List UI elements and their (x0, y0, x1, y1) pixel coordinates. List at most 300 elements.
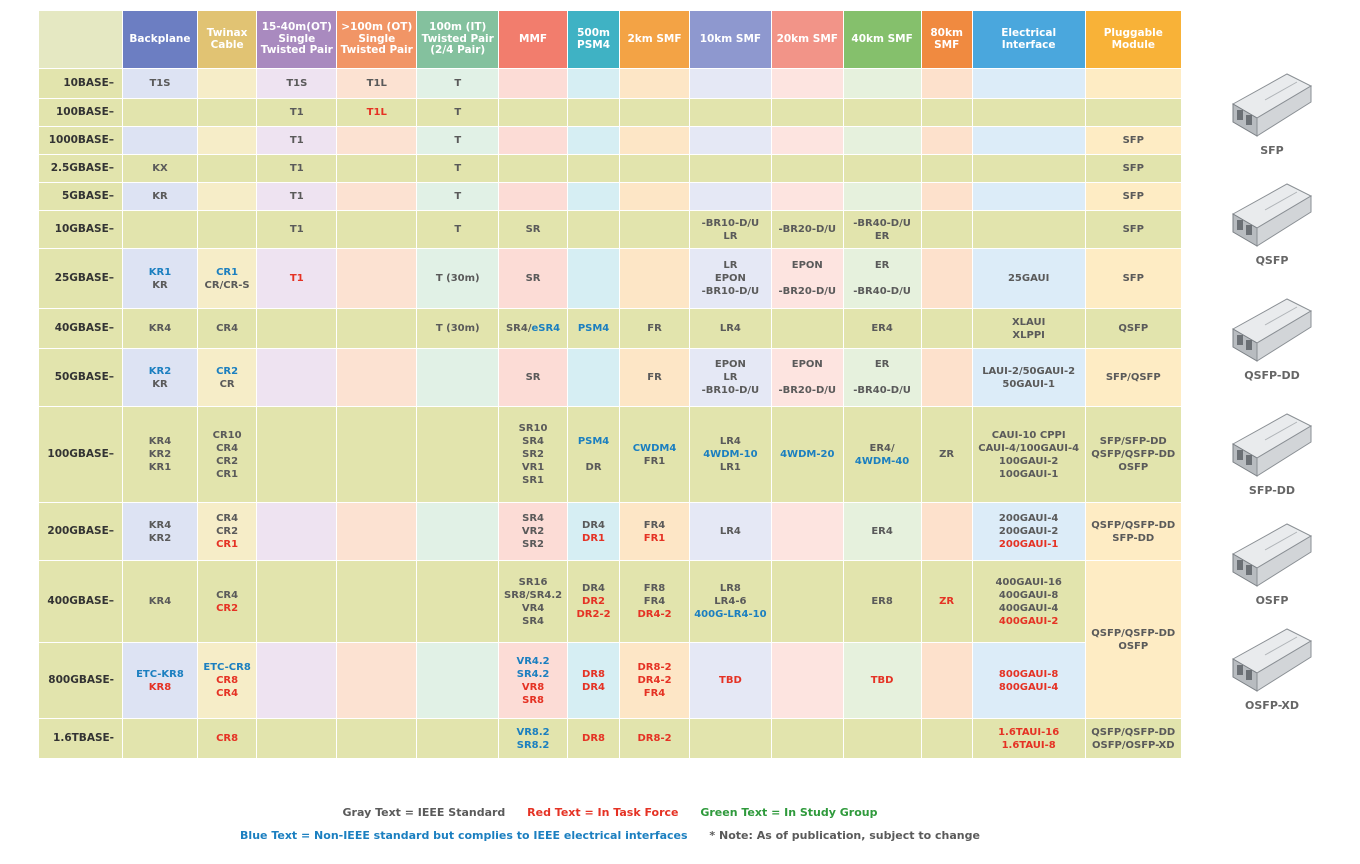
cell-line: EPON (791, 359, 823, 370)
cell-s10 (689, 249, 771, 309)
cell-s10 (689, 309, 771, 349)
cell-s2 (620, 719, 690, 759)
cell-line: CWDM4 (632, 442, 677, 454)
cell-line: T1 (289, 135, 304, 146)
cell-ot2 (337, 561, 417, 643)
cell-s20 (771, 407, 843, 503)
cell-line: DR (585, 462, 602, 473)
cell-mmf (499, 349, 568, 407)
cell-line: SFP (1122, 224, 1144, 235)
module-sfp-dd (1222, 410, 1322, 497)
cell-line: CR2 (216, 602, 239, 614)
cell-line: VR1 (521, 462, 545, 473)
cell-line: SFP (1122, 273, 1144, 284)
cell-s10 (689, 127, 771, 155)
cell-line: T1L (366, 107, 387, 118)
row-label: 100GBASE– (39, 407, 123, 503)
cell-pm (1085, 127, 1181, 155)
cell-line: KR2 (148, 532, 172, 544)
cell-line: DR8 (582, 733, 606, 744)
cell-line: -BR40-D/U (853, 217, 911, 229)
cell-ot1 (257, 719, 337, 759)
cell-line: VR8.2 (516, 726, 550, 738)
osfp-module-icon (1227, 520, 1317, 592)
osfp-xd-module-icon (1227, 625, 1317, 697)
cell-line: CR4 (216, 323, 239, 334)
legend-blue-text: Blue Text = Non-IEEE standard but complies to IEEE electrical interfaces (240, 829, 688, 842)
cell-s10 (689, 99, 771, 127)
cell-text: eSR4 (531, 323, 561, 334)
cell-line: CR8 (216, 675, 239, 686)
header-label: 500m PSM4 (577, 27, 611, 51)
cell-line: ER (874, 260, 890, 271)
cell-s40 (843, 503, 921, 561)
cell-s40 (843, 211, 921, 249)
cell-line: T (30m) (435, 323, 480, 334)
cell-line: ZR (939, 449, 955, 460)
cell-it (417, 127, 499, 155)
module-label: QSFP-DD (1244, 369, 1300, 382)
cell-s10 (689, 719, 771, 759)
header-it (417, 11, 499, 69)
cell-it (417, 69, 499, 99)
cell-s2 (620, 211, 690, 249)
table-row (39, 643, 1182, 719)
module-qsfp (1222, 180, 1322, 267)
cell-line: CR4 (216, 688, 239, 699)
cell-ot1 (257, 349, 337, 407)
cell-el (972, 503, 1085, 561)
cell-s80 (921, 155, 972, 183)
cell-s40 (843, 719, 921, 759)
cell-mmf (499, 719, 568, 759)
cell-pm (1085, 349, 1181, 407)
header-label: 100m (IT) Twisted Pair (2/4 Pair) (421, 21, 494, 57)
cell-line: PSM4 (577, 436, 610, 447)
table-row (39, 349, 1182, 407)
cell-el (972, 155, 1085, 183)
cell-line: FR1 (643, 532, 666, 544)
header-row (39, 11, 1182, 69)
cell-line: 4WDM-40 (854, 455, 910, 467)
cell-line: QSFP/QSFP-DD (1091, 449, 1176, 460)
cell-line: T1 (289, 191, 304, 202)
cell-line: KR4 (148, 596, 172, 607)
cell-line: SR1 (522, 475, 544, 486)
cell-line: 25GAUI (1007, 273, 1050, 284)
cell-line: FR (647, 372, 662, 383)
cell-psm (567, 643, 619, 719)
cell-el (972, 349, 1085, 407)
cell-line: CR4 (216, 589, 239, 601)
table-row (39, 69, 1182, 99)
cell-s10 (689, 183, 771, 211)
cell-bp (123, 249, 198, 309)
cell-line: SR (525, 273, 541, 284)
legend-gray-text: Gray Text = IEEE Standard (342, 806, 506, 819)
cell-s40 (843, 249, 921, 309)
cell-line: VR2 (521, 526, 545, 537)
cell-ot1 (257, 127, 337, 155)
cell-tw (197, 211, 256, 249)
cell-el (972, 127, 1085, 155)
cell-line: T (30m) (435, 273, 480, 284)
cell-ot1 (257, 643, 337, 719)
cell-line: 4WDM-20 (780, 449, 835, 460)
cell-line: -BR40-D/U (853, 385, 911, 396)
cell-line: CR8 (216, 733, 239, 744)
cell-el (972, 249, 1085, 309)
cell-it (417, 309, 499, 349)
cell-line: SFP (1122, 191, 1144, 202)
cell-line: SFP (1122, 135, 1144, 146)
cell-s40 (843, 561, 921, 643)
cell-s40 (843, 407, 921, 503)
cell-bp (123, 407, 198, 503)
cell-line: KX (152, 163, 168, 174)
cell-line: SR (525, 372, 541, 383)
sfp-module-icon (1227, 70, 1317, 142)
table-row (39, 561, 1182, 643)
cell-line (568, 448, 619, 461)
cell-line: T (454, 107, 462, 118)
cell-pm (1085, 719, 1181, 759)
cell-line: LR1 (719, 462, 741, 473)
cell-line: CR1 (216, 468, 239, 480)
cell-line: T1S (149, 78, 171, 89)
module-qsfp-dd (1222, 295, 1322, 382)
cell-bp (123, 183, 198, 211)
cell-line: 400GAUI-4 (998, 602, 1059, 614)
cell-psm (567, 309, 619, 349)
cell-s40 (843, 155, 921, 183)
cell-psm (567, 211, 619, 249)
cell-line: SR4 (522, 615, 544, 627)
cell-s80 (921, 249, 972, 309)
cell-line: FR1 (643, 455, 666, 467)
cell-bp (123, 349, 198, 407)
cell-ot2 (337, 249, 417, 309)
table-row (39, 309, 1182, 349)
header-mmf (499, 11, 568, 69)
cell-s10 (689, 69, 771, 99)
cell-line: T1 (289, 273, 304, 284)
cell-it (417, 561, 499, 643)
row-label: 1.6TBASE- (39, 719, 123, 759)
cell-s40 (843, 183, 921, 211)
cell-line: QSFP/QSFP-DD (1091, 726, 1176, 738)
cell-s2 (620, 407, 690, 503)
cell-line: T1S (286, 78, 308, 89)
cell-el (972, 643, 1085, 719)
cell-pm (1085, 249, 1181, 309)
cell-line: SFP-DD (1112, 532, 1155, 544)
cell-mmf (499, 211, 568, 249)
cell-line: SR4 (522, 513, 544, 524)
cell-s80 (921, 183, 972, 211)
cell-line: VR4 (521, 602, 545, 614)
header-bp (123, 11, 198, 69)
cell-line: SR2 (522, 539, 544, 550)
cell-tw (197, 407, 256, 503)
table-row (39, 407, 1182, 503)
cell-line: FR8 (643, 583, 666, 594)
cell-pm (1085, 503, 1181, 561)
cell-bp (123, 309, 198, 349)
cell-line: DR1 (582, 532, 606, 544)
cell-el (972, 309, 1085, 349)
cell-line: CR2 (216, 455, 239, 467)
cell-line: DR2 (582, 596, 606, 607)
cell-s20 (771, 503, 843, 561)
header-label: >100m (OT) Single Twisted Pair (340, 21, 413, 57)
cell-line: CR10 (212, 429, 242, 441)
cell-tw (197, 99, 256, 127)
header-label: 20km SMF (776, 32, 838, 45)
cell-tw (197, 719, 256, 759)
cell-s20 (771, 99, 843, 127)
cell-it (417, 503, 499, 561)
cell-line: PSM4 (577, 323, 610, 334)
cell-tw (197, 561, 256, 643)
cell-line: T1 (289, 224, 304, 235)
cell-ot2 (337, 69, 417, 99)
cell-psm (567, 407, 619, 503)
cell-line: LR4-6 (714, 596, 747, 607)
header-el (972, 11, 1085, 69)
cell-ot1 (257, 407, 337, 503)
cell-line: FR4 (643, 688, 666, 699)
cell-line: 200GAUI-2 (998, 526, 1059, 537)
cell-s10 (689, 643, 771, 719)
table-row (39, 183, 1182, 211)
cell-line: ZR (939, 596, 955, 607)
cell-s40 (843, 643, 921, 719)
cell-line: FR4 (643, 519, 666, 531)
cell-ot2 (337, 183, 417, 211)
row-label: 100BASE– (39, 99, 123, 127)
cell-line: VR8 (521, 681, 545, 693)
cell-mmf (499, 155, 568, 183)
cell-line: CR1 (216, 266, 239, 278)
table-row (39, 155, 1182, 183)
cell-it (417, 249, 499, 309)
cell-line: ER4 (871, 323, 893, 334)
cell-ot1 (257, 249, 337, 309)
cell-line: SR16 (518, 576, 548, 588)
module-label: SFP (1260, 144, 1284, 157)
cell-psm (567, 99, 619, 127)
cell-line (844, 371, 921, 384)
cell-s40 (843, 349, 921, 407)
cell-s80 (921, 719, 972, 759)
cell-line: 1.6TAUI-8 (1001, 739, 1056, 751)
cell-s40 (843, 309, 921, 349)
header-label: 15-40m(OT) Single Twisted Pair (260, 21, 333, 57)
cell-ot1 (257, 503, 337, 561)
cell-s10 (689, 349, 771, 407)
cell-s20 (771, 349, 843, 407)
cell-line: CR2 (216, 365, 239, 377)
cell-it (417, 719, 499, 759)
header-psm (567, 11, 619, 69)
table-row (39, 249, 1182, 309)
header-s40 (843, 11, 921, 69)
cell-psm (567, 183, 619, 211)
cell-line: T1 (289, 163, 304, 174)
cell-el (972, 183, 1085, 211)
legend-green-text: Green Text = In Study Group (700, 806, 878, 819)
cell-line: -BR10-D/U (701, 286, 760, 297)
header-tw (197, 11, 256, 69)
cell-s40 (843, 99, 921, 127)
cell-line (499, 322, 567, 335)
cell-line: LR8 (719, 583, 741, 594)
cell-line: EPON (714, 359, 746, 370)
cell-line: DR4 (582, 681, 606, 693)
cell-s20 (771, 643, 843, 719)
cell-psm (567, 127, 619, 155)
cell-line: T1L (366, 78, 387, 89)
row-label: 40GBASE– (39, 309, 123, 349)
cell-it (417, 183, 499, 211)
cell-s80 (921, 349, 972, 407)
cell-s10 (689, 503, 771, 561)
cell-s2 (620, 349, 690, 407)
cell-line: ER4 (871, 526, 893, 537)
cell-s80 (921, 643, 972, 719)
cell-ot2 (337, 349, 417, 407)
cell-tw (197, 349, 256, 407)
cell-line: KR4 (148, 519, 172, 531)
cell-line: DR4-2 (637, 609, 672, 620)
cell-pm (1085, 309, 1181, 349)
cell-line: SR8/SR4.2 (504, 589, 563, 601)
cell-line: DR4-2 (637, 675, 672, 686)
cell-line: ER8 (871, 596, 893, 607)
cell-line (772, 371, 843, 384)
ethernet-speed-table (38, 10, 1182, 759)
cell-s2 (620, 309, 690, 349)
cell-line: TBD (719, 675, 742, 686)
cell-ot2 (337, 643, 417, 719)
cell-line: CR2 (216, 526, 239, 537)
cell-mmf (499, 643, 568, 719)
cell-line: 400GAUI-8 (998, 589, 1059, 601)
cell-s10 (689, 211, 771, 249)
cell-s10 (689, 407, 771, 503)
cell-s2 (620, 99, 690, 127)
cell-psm (567, 503, 619, 561)
cell-s2 (620, 183, 690, 211)
cell-pm (1085, 155, 1181, 183)
cell-pm (1085, 69, 1181, 99)
cell-ot2 (337, 155, 417, 183)
cell-bp (123, 503, 198, 561)
cell-line: 400GAUI-2 (998, 615, 1059, 627)
cell-line: LR (723, 372, 738, 383)
cell-mmf (499, 407, 568, 503)
cell-s80 (921, 561, 972, 643)
cell-line: T (454, 135, 462, 146)
cell-line: CR (219, 378, 235, 390)
cell-s80 (921, 503, 972, 561)
cell-tw (197, 69, 256, 99)
cell-line: DR2-2 (576, 609, 611, 620)
cell-s20 (771, 155, 843, 183)
cell-psm (567, 349, 619, 407)
cell-line: T (454, 224, 462, 235)
cell-ot1 (257, 183, 337, 211)
sfp-dd-module-icon (1227, 410, 1317, 482)
legend-red-text: Red Text = In Task Force (527, 806, 679, 819)
legend (0, 806, 1220, 842)
cell-line: LR (723, 260, 738, 271)
cell-mmf (499, 99, 568, 127)
cell-ot2 (337, 503, 417, 561)
cell-s2 (620, 643, 690, 719)
cell-line: SR4 (522, 436, 544, 447)
cell-bp (123, 719, 198, 759)
cell-line: KR (152, 279, 168, 291)
cell-line: 100GAUI-1 (998, 468, 1059, 480)
cell-bp (123, 643, 198, 719)
cell-s20 (771, 719, 843, 759)
cell-tw (197, 643, 256, 719)
cell-ot1 (257, 99, 337, 127)
cell-line: DR8 (582, 668, 606, 680)
cell-line: CR/CR-S (204, 279, 250, 291)
cell-mmf (499, 127, 568, 155)
cell-line: ETC-KR8 (136, 668, 184, 680)
cell-line: LR4 (719, 526, 741, 537)
cell-pm (1085, 211, 1181, 249)
row-label: 25GBASE– (39, 249, 123, 309)
cell-line: ER (874, 230, 890, 242)
cell-s2 (620, 155, 690, 183)
cell-line: 1.6TAUI-16 (998, 726, 1060, 738)
row-label: 800GBASE- (39, 643, 123, 719)
header-corner (39, 11, 123, 69)
header-label: 40km SMF (851, 32, 913, 45)
cell-line: KR (152, 191, 168, 202)
header-s2 (620, 11, 690, 69)
cell-s40 (843, 69, 921, 99)
cell-line: VR4.2 (516, 655, 550, 667)
cell-line: KR (152, 378, 168, 390)
cell-line: KR1 (148, 462, 172, 473)
cell-it (417, 407, 499, 503)
header-label: 80km SMF (930, 27, 963, 51)
cell-s80 (921, 407, 972, 503)
cell-mmf (499, 561, 568, 643)
cell-s2 (620, 127, 690, 155)
header-s80 (921, 11, 972, 69)
cell-line: QSFP (1118, 323, 1149, 334)
cell-tw (197, 155, 256, 183)
cell-bp (123, 127, 198, 155)
cell-line: -BR20-D/U (778, 286, 837, 297)
cell-line: T (454, 163, 462, 174)
cell-pm (1085, 561, 1181, 719)
cell-line: XLAUI (1011, 316, 1046, 328)
cell-line: DR4 (582, 519, 606, 531)
cell-line: KR1 (148, 266, 172, 278)
cell-line: ER (874, 359, 890, 370)
header-ot1 (257, 11, 337, 69)
cell-it (417, 99, 499, 127)
cell-line: -BR10-D/U (701, 385, 760, 396)
